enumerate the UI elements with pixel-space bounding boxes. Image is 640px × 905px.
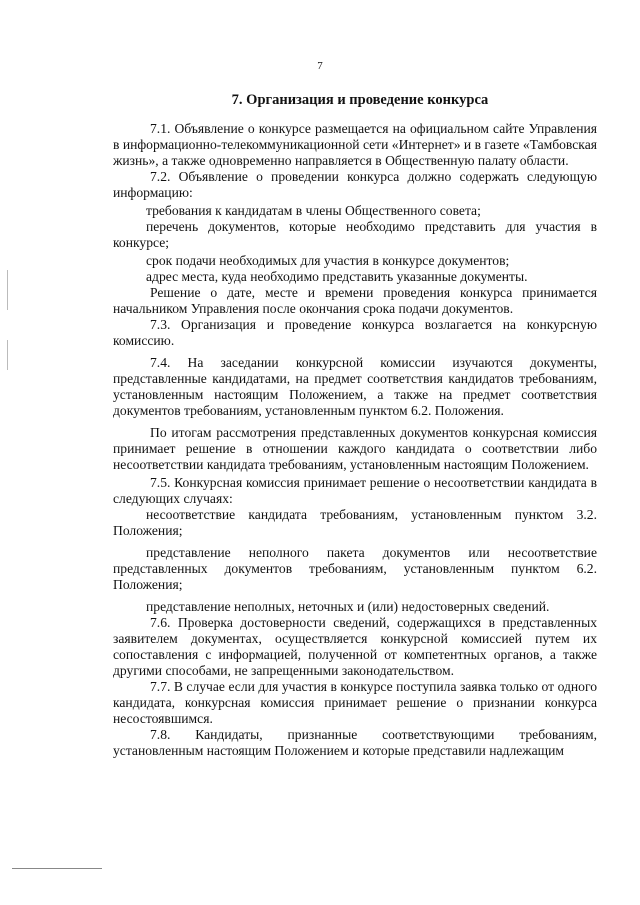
paragraph-7-6: 7.6. Проверка достоверности сведений, содержащихся в представленных заявителем документах, осуществляется конкурсной комиссией путем их сопоставления с информацией, полученной от компетентных органов, а также другими способами, не запрещенными законодательством. — [113, 615, 597, 678]
list-item-noncompliance: несоответствие кандидата требованиям, установленным пунктом 3.2. Положения; — [113, 507, 597, 538]
list-item-incomplete-package: представление неполного пакета документов или несоответствие представленных документов требованиям, установленным пунктом 6.2. Положения; — [113, 545, 597, 592]
paragraph-7-8: 7.8. Кандидаты, признанные соответствующими требованиям, установленным настоящим Положением и которые представили надлежащим — [113, 727, 597, 758]
paragraph-7-1: 7.1. Объявление о конкурсе размещается на официальном сайте Управления в информационно-телекоммуникационной сети «Интернет» и в газете «Тамбовская жизнь», а также одновременно направляется в Общественную палату области. — [113, 121, 597, 168]
list-item-documents: перечень документов, которые необходимо представить для участия в конкурсе; — [113, 219, 597, 250]
page-number: 7 — [317, 60, 323, 72]
list-item-deadline: срок подачи необходимых для участия в конкурсе документов; — [146, 253, 510, 268]
paragraph-7-4: 7.4. На заседании конкурсной комиссии изучаются документы, представленные кандидатами, на предмет соответствия кандидатов требованиям, установленным настоящим Положением, а также на предмет соответствия документов требованиям, установленным пунктом 6.2. Положения. — [113, 355, 597, 418]
paragraph-7-5: 7.5. Конкурсная комиссия принимает решение о несоответствии кандидата в следующих случаях: — [113, 475, 597, 506]
scan-artifact-left — [7, 340, 8, 370]
document-body — [113, 121, 597, 759]
scan-artifact-bottom — [12, 868, 102, 869]
paragraph-7-3: 7.3. Организация и проведение конкурса возлагается на конкурсную комиссию. — [113, 317, 597, 348]
paragraph-7-2: 7.2. Объявление о проведении конкурса должно содержать следующую информацию: — [113, 169, 597, 200]
section-heading: 7. Организация и проведение конкурса — [231, 92, 489, 108]
list-item-inaccurate-info: представление неполных, неточных и (или) недостоверных сведений. — [146, 599, 550, 614]
paragraph-decision-date: Решение о дате, месте и времени проведения конкурса принимается начальником Управления после окончания срока подачи документов. — [113, 285, 597, 316]
list-item-requirements: требования к кандидатам в члены Общественного совета; — [146, 203, 481, 218]
paragraph-results: По итогам рассмотрения представленных документов конкурсная комиссия принимает решение в отношении каждого кандидата о соответствии либо несоответствии кандидата требованиям, установленным настоящим Положением. — [113, 425, 597, 472]
paragraph-7-7: 7.7. В случае если для участия в конкурсе поступила заявка только от одного кандидата, конкурсная комиссия принимает решение о признании конкурса несостоявшимся. — [113, 679, 597, 726]
list-item-address: адрес места, куда необходимо представить указанные документы. — [146, 269, 528, 284]
scan-artifact-left — [7, 270, 8, 310]
